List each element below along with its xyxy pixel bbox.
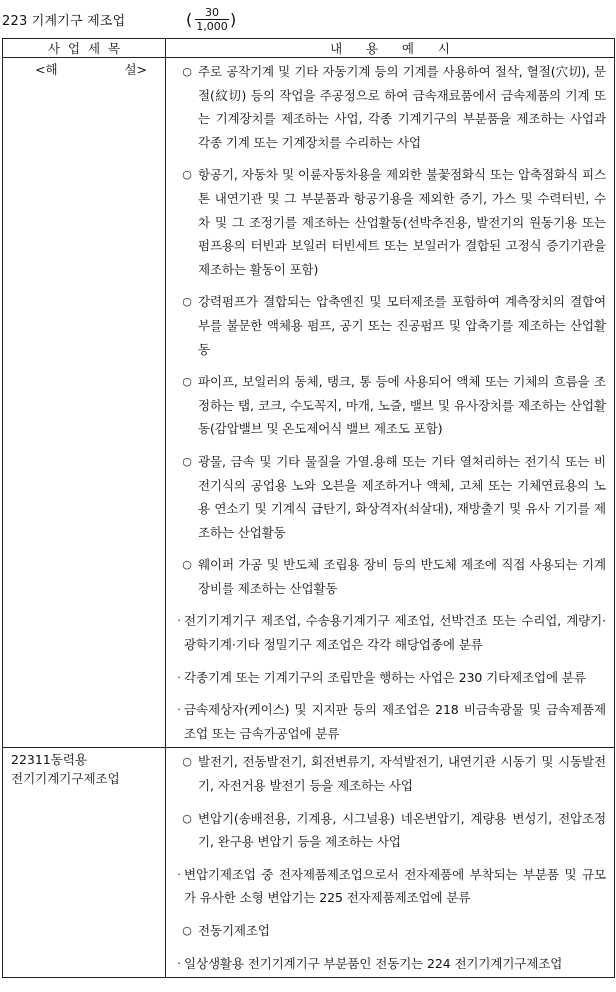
explanation-heading (11, 60, 161, 79)
column-header-category: 사 업 세 목 (3, 39, 166, 58)
item-text: 주로 공작기계 및 기타 자동기계 등의 기계를 사용하여 절삭, 혈절(穴切), 문절(紋切) 등의 작업을 주공정으로 하여 금속재료품에서 금속제품의 기계 또는 기계장치를 제조하는 사업, 각종 기계기구의 부분품을 제조하는 사업과 각종 기계 또는 기계장치를 수리하는 사업 (198, 64, 606, 150)
list-item (174, 163, 606, 281)
document-header (2, 6, 614, 40)
item-text: 전동기제조업 (198, 923, 270, 938)
dot-bullet-icon: · (177, 703, 181, 717)
classification-table (2, 38, 615, 978)
dot-bullet-icon: · (177, 956, 181, 970)
item-text: 각종기계 또는 기계기구의 조립만을 행하는 사업은 230 기타제조업에 분류 (184, 669, 586, 685)
list-item (174, 60, 606, 154)
circle-bullet-icon: ○ (182, 65, 192, 78)
note-item (174, 698, 606, 745)
dot-bullet-icon: · (177, 867, 181, 881)
note-item (174, 863, 606, 910)
list-item (174, 807, 606, 854)
list-item (174, 919, 606, 943)
explanation-heading-part: <해 (35, 62, 58, 77)
list-item (174, 553, 606, 600)
column-header-content: 내 용 예 시 (166, 39, 615, 58)
list-item (174, 290, 606, 361)
table-header-row (3, 39, 615, 58)
explanation-heading-part: 설> (124, 62, 147, 77)
note-item (174, 666, 606, 690)
paren-close: ) (230, 10, 237, 29)
circle-bullet-icon: ○ (182, 168, 192, 182)
item-text: 발전기, 전동발전기, 회전변류기, 자석발전기, 내연기관 시동기 및 시동발전기, 자전거용 발전기 등을 제조하는 사업 (198, 754, 606, 794)
item-text: 변압기제조업 중 전자제품제조업으로서 전자제품에 부착되는 부분품 및 규모가 유사한 소형 변압기는 225 전자제품제조업에 분류 (184, 866, 606, 906)
list-item (174, 450, 606, 544)
category-cell (3, 58, 166, 748)
item-text: 금속제상자(케이스) 및 지지판 등의 제조업은 218 비금속광물 및 금속제품제조업 또는 금속가공업에 분류 (184, 702, 606, 741)
note-item (174, 609, 606, 656)
content-cell (166, 748, 615, 978)
note-item (174, 952, 606, 976)
category-cell (3, 748, 166, 978)
rate-fraction (195, 6, 229, 33)
category-name-cont: 전기기계기구제조업 (11, 771, 120, 787)
circle-bullet-icon: ○ (182, 295, 192, 309)
item-text: 파이프, 보일러의 동체, 탱크, 통 등에 사용되어 액체 또는 기체의 흐름을 조정하는 탭, 코크, 수도꼭지, 마개, 노즐, 밸브 및 유사장치를 제조하는 산업활동(감압밸브 및 온도제어식 밸브 제조도 포함) (198, 374, 606, 437)
item-text: 변압기(송배전용, 기계용, 시그널용) 네온변압기, 계량용 변성기, 전압조정기, 완구용 변압기 등을 제조하는 사업 (198, 810, 606, 850)
table-row (3, 58, 615, 748)
circle-bullet-icon: ○ (182, 924, 192, 937)
circle-bullet-icon: ○ (182, 811, 192, 825)
circle-bullet-icon: ○ (182, 558, 192, 572)
dot-bullet-icon: · (177, 670, 181, 684)
dot-bullet-icon: · (177, 614, 181, 628)
list-item (174, 370, 606, 441)
table-row (3, 748, 615, 978)
rate-denominator: 1,000 (196, 20, 228, 33)
category-code-name: 22311동력용 (11, 752, 87, 768)
list-item (174, 750, 606, 797)
item-text: 강력펌프가 결합되는 압축엔진 및 모터제조를 포함하여 계측장치의 결합여부를 불문한 액체용 펌프, 공기 또는 진공펌프 및 압축기를 제조하는 산업활동 (198, 294, 606, 357)
rate-numerator: 30 (195, 6, 229, 20)
paren-open: ( (186, 10, 193, 29)
circle-bullet-icon: ○ (182, 375, 192, 389)
item-text: 전기기계기구 제조업, 수송용기계기구 제조업, 선박건조 또는 수리업, 계량기·광학기계·기타 정밀기구 제조업은 각각 해당업종에 분류 (184, 613, 606, 653)
item-text: 웨이퍼 가공 및 반도체 조립용 장비 등의 반도체 제조에 직접 사용되는 기계장비를 제조하는 산업활동 (198, 557, 606, 596)
content-cell (166, 58, 615, 748)
circle-bullet-icon: ○ (182, 755, 192, 769)
item-text: 광물, 금속 및 기타 물질을 가열.용해 또는 기타 열처리하는 전기식 또는 비전기식의 공업용 노와 오븐을 제조하거나 액체, 고체 또는 기체연료용의 노용 연소기 및 기계식 급탄기, 화상격자(쇠살대), 재방출기 및 유사 기기를 제조하는 산업활동 (198, 453, 606, 540)
circle-bullet-icon: ○ (182, 454, 192, 468)
item-text: 일상생활용 전기기계기구 부분품인 전동기는 224 전기기계기구제조업 (184, 955, 563, 971)
item-text: 항공기, 자동차 및 이륜자동차용을 제외한 불꽃점화식 또는 압축점화식 피스톤 내연기관 및 그 부분품과 항공기용을 제외한 증기, 가스 및 수력터빈, 수차 및 그 조정기를 제조하는 산업활동(선박추진용, 발전기의 원동기용 또는 펌프용의 터빈과 보일러 터빈세트 또는 보일러가 결합된 고정식 증기기관을 제조하는 활동이 포함) (198, 167, 606, 277)
table-body (3, 58, 615, 978)
page-title: 223 기계기구 제조업 (2, 14, 126, 29)
